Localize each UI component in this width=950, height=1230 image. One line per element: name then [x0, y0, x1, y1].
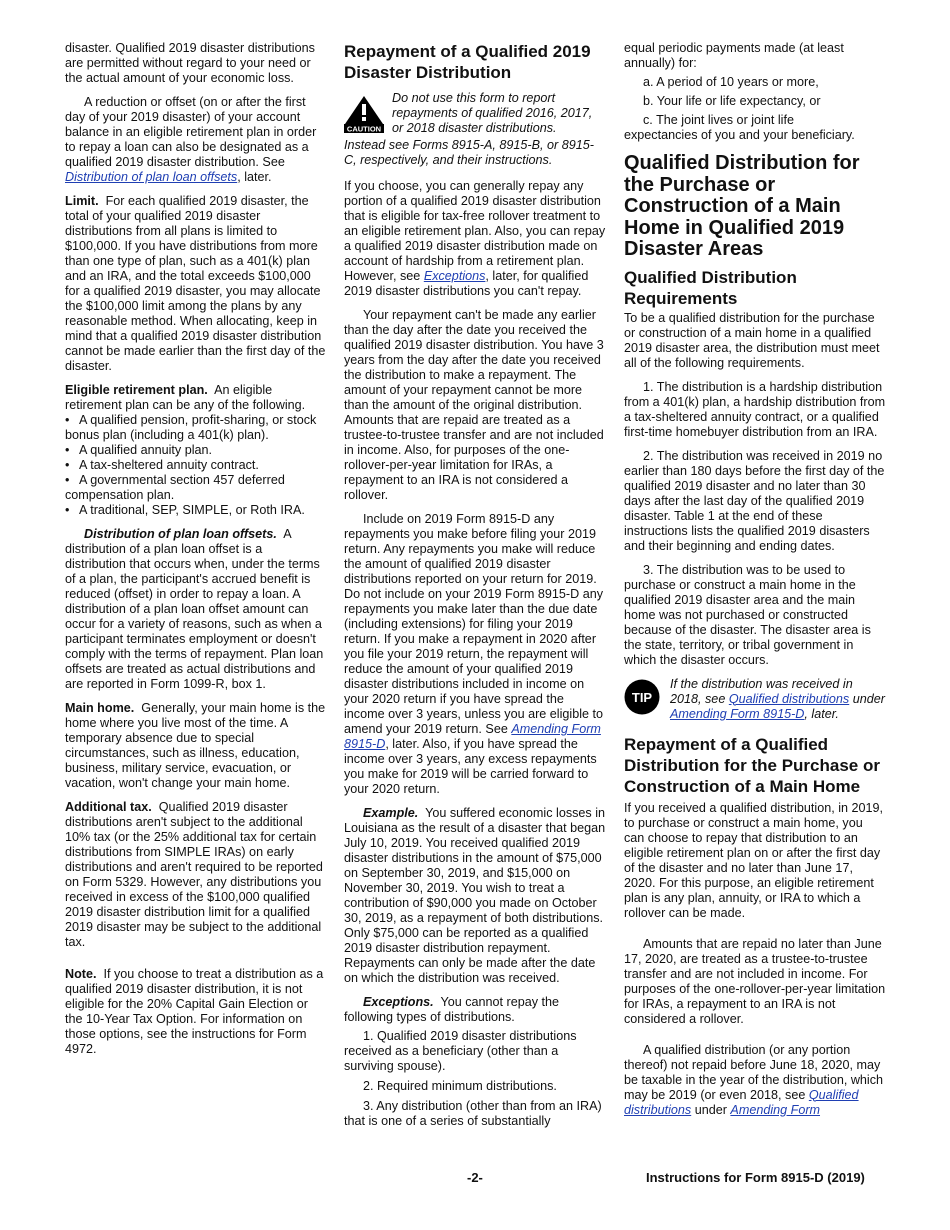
- footer-title: Instructions for Form 8915-D (2019): [646, 1170, 865, 1185]
- run-in-heading: Exceptions.: [363, 995, 434, 1009]
- link-distribution-of-plan-loan-offsets[interactable]: Distribution of plan loan offsets: [65, 170, 238, 184]
- text: Qualified 2019 disaster distributions aren't subject to the additional 10% tax (or the 25% additional tax for certain distributions from SIMPLE IRAs) on early distributions and aren't required to be reported on Form 5329. However, any distributions you received in excess of the $100,000 qualified 2019 disaster distribution limit for a qualified 2019 disaster may be subject to the additional tax.: [65, 800, 323, 949]
- paragraph: [344, 512, 606, 797]
- paragraph: To be a qualified distribution for the purchase or construction of a main home in a qualified 2019 disaster area, the distribution must meet all of the following requirements.: [624, 310, 880, 370]
- link-qualified-distributions[interactable]: Qualified distributions: [624, 1087, 859, 1117]
- paragraph: [65, 95, 326, 185]
- paragraph: If you received a qualified distribution, in 2019, to purchase or construct a main home, you can choose to repay that distribution to an eligible retirement plan on or after the first day of the disaster and no later than June 17, 2020. For this purpose, an eligible retirement plan is any plan, annuity, or IRA to which a rollover can be made.: [624, 800, 884, 920]
- text: An eligible retirement plan can be any of the following.: [65, 383, 306, 412]
- text: If you choose, you can generally repay any portion of a qualified 2019 disaster distribution that is eligible for tax-free rollover treatment to an eligible retirement plan. Also, you can repay a qualified 2019 disaster distribution made on account of hardship from a retirement plan. However, see: [344, 179, 606, 283]
- caution-box: [344, 91, 606, 137]
- paragraph: Amounts that are repaid no later than June 17, 2020, are treated as a trustee-to-trustee transfer and are not included in income. For purposes of the one-rollover-per-year limitation for IRAs, a repayment to an IRA is not considered a rollover.: [624, 936, 886, 1026]
- list-item: 3. The distribution was to be used to purchase or construct a main home in the qualified 2019 disaster area and the main home was not purchased or constructed because of the disaster. The disaster area is the state, territory, or tribal government in which the disaster occurs.: [624, 562, 871, 667]
- section-heading: Repayment of a Qualified Distribution for the Purchase or Construction of a Main Home: [624, 734, 880, 796]
- tip-box: [624, 677, 886, 722]
- paragraph-limit: [65, 194, 326, 374]
- link-amending-form-8915-d[interactable]: Amending Form 8915-D: [670, 706, 805, 721]
- run-in-heading: Example.: [363, 806, 419, 820]
- run-in-heading: Main home.: [65, 701, 135, 715]
- text: You cannot repay the following types of distributions.: [344, 995, 560, 1024]
- list-item: • A qualified pension, profit-sharing, or stock bonus plan (including a 401(k) plan).: [65, 413, 317, 442]
- section-heading: Repayment of a Qualified 2019 Disaster Distribution: [344, 42, 591, 82]
- text: You suffered economic losses in Louisiana as the result of a disaster that began July 10, 2019. You received qualified 2019 disaster distributions in the amount of $75,000 on September 30, 2019, and $15,000 on November 30, 2019. You wish to treat a contribution of $90,000 you made on October 30, 2019, as a repayment of both distributions. Only $75,000 can be reported as a qualified 2019 disaster distribution repayment. Repayments can only be made after the date on which the distribution was received.: [344, 806, 606, 985]
- list-item: 1. Qualified 2019 disaster distributions received as a beneficiary (other than a surviving spouse).: [344, 1029, 577, 1073]
- link-qualified-distributions[interactable]: Qualified distributions: [728, 691, 850, 706]
- text: A distribution of a plan loan offset is a distribution that occurs when, under the terms of a plan, the participant's accrued benefit is reduced (offset) in order to repay a loan. A distribution of a plan loan offset amount can occur for a variety of reasons, such as when a participant terminates employment or doesn't comply with the terms of repayment. Plan loan offsets are treated as actual distributions and are reported in Form 1099-R, box 1.: [65, 527, 324, 691]
- column-1: [65, 41, 326, 1066]
- list-item: 2. Required minimum distributions.: [363, 1079, 557, 1093]
- bullet-list: [65, 413, 326, 518]
- list-item: 1. The distribution is a hardship distribution from a 401(k) plan, a hardship distribution from a tax-sheltered annuity contract, or a qualified first-time homebuyer distribution from an IRA.: [624, 379, 886, 439]
- text: , later. Also, if you have spread the income over 3 years, any excess repayments you make for 2019 will be carried forward to your 2020 return.: [344, 737, 597, 796]
- link-exceptions[interactable]: Exceptions: [423, 269, 486, 283]
- caution-icon: [344, 95, 384, 137]
- section-heading: Qualified Distribution for the Purchase or Construction of a Main Home in Qualified 2019 Disaster Areas: [624, 152, 860, 260]
- tip-text: If the distribution was received in 2018, see Qualified distributions under Amending Form 8915-D, later.: [670, 676, 885, 721]
- text: under: [691, 1102, 731, 1117]
- paragraph: Your repayment can't be made any earlier than the day after the date you received the qualified 2019 disaster distribution. You have 3 years from the day after the date you received the distribution to make a repayment. The amount of your repayment cannot be more than the amount of the original distribution. Amounts that are repaid are treated as a trustee-to-trustee transfer and are not included in income. Also, for purposes of the one-rollover-per-year limitation for IRAs, a repayment to an IRA is not considered a rollover.: [344, 308, 604, 502]
- caution-text: Do not use this form to report repayments of qualified 2016, 2017, or 2018 disaster distributions.: [392, 91, 593, 135]
- subsection-heading: Qualified Distribution Requirements: [624, 267, 797, 308]
- paragraph-exceptions: [344, 995, 606, 1025]
- column-3: [624, 41, 886, 1127]
- list-item: • A qualified annuity plan.: [65, 443, 213, 457]
- run-in-heading: Additional tax.: [65, 800, 152, 814]
- paragraph-additional-tax: [65, 800, 326, 950]
- paragraph: equal periodic payments made (at least annually) for:: [624, 41, 844, 70]
- list-item: 2. The distribution was received in 2019 no earlier than 180 days before the first day of the qualified 2019 disaster and no later than 30 days after the last day of the qualified 2019 disaster. Table 1 at the end of these instructions lists the qualified 2019 disasters and their beginning and ending dates.: [624, 448, 885, 553]
- text: A qualified distribution (or any portion thereof) not repaid before June 18, 2020, may be taxable in the year of the distribution, which may be 2019 (or even 2018, see: [624, 1042, 884, 1102]
- list-item: • A governmental section 457 deferred compensation plan.: [65, 473, 285, 502]
- text: A reduction or offset (on or after the first day of your 2019 disaster) of your account balance in an eligible retirement plan in order to repay a loan can also be designated as a qualified 2019 disaster distribution. See: [65, 95, 317, 169]
- paragraph-example: [344, 806, 606, 986]
- page-number: -2-: [467, 1170, 483, 1185]
- list-item: • A traditional, SEP, SIMPLE, or Roth IRA.: [65, 503, 305, 517]
- text: If you choose to treat a distribution as a qualified 2019 disaster distribution, it is not eligible for the 20% Capital Gain Election or the 10-Year Tax Option. For information on those options, see the instructions for Form 4972.: [65, 967, 324, 1056]
- tip-icon: [624, 679, 660, 719]
- paragraph: [624, 1043, 886, 1118]
- paragraph-eligible-retirement-plan: [65, 383, 326, 413]
- paragraph: disaster. Qualified 2019 disaster distributions are permitted without regard to your need or the actual amount of your economic loss.: [65, 41, 315, 85]
- paragraph: expectancies of you and your beneficiary.: [624, 128, 855, 142]
- text: , later.: [237, 170, 272, 184]
- caution-text-continued: Instead see Forms 8915-A, 8915-B, or 8915-C, respectively, and their instructions.: [344, 138, 594, 167]
- text: Generally, your main home is the home where you live most of the time. A temporary absence due to special circumstances, such as illness, education, business, military service, evacuation, or vacation, won't change your main home.: [65, 701, 326, 790]
- run-in-heading: Note.: [65, 967, 97, 981]
- paragraph-main-home: [65, 701, 326, 791]
- text: For each qualified 2019 disaster, the total of your qualified 2019 disaster distributions from all plans is limited to $100,000. If you have distributions from more than one type of plan, such as a 401(k) plan and an IRA, and the total exceeds $100,000 for a qualified 2019 disaster, you may allocate the $100,000 limit among the plans by any reasonable method. When allocating, keep in mind that a qualified 2019 disaster distribution cannot be made earlier than the first day of the disaster.: [65, 194, 326, 373]
- list-item: 3. Any distribution (other than from an IRA) that is one of a series of substantially: [344, 1099, 602, 1128]
- text: , later, for qualified 2019 disaster distributions you can't repay.: [344, 269, 589, 298]
- caution-label: CAUTION: [346, 124, 382, 133]
- list-item: • A tax-sheltered annuity contract.: [65, 458, 259, 472]
- link-amending-form-8915-d[interactable]: Amending Form 8915-D: [344, 722, 601, 751]
- list-item: b. Your life or life expectancy, or: [643, 94, 821, 108]
- column-2: [344, 41, 606, 1134]
- tip-label: TIP: [631, 689, 653, 705]
- paragraph-note: [65, 967, 326, 1057]
- text: Include on 2019 Form 8915-D any repayments you make before filing your 2019 return. Any repayments you make will reduce the amount of qualified 2019 disaster distributions reported on your return for 2019. Do not include on your 2019 Form 8915-D any repayments you make later than the due date (including extensions) for filing your 2019 return. If you make a repayment in 2020 after you file your 2019 return, the repayment will reduce the amount of your qualified 2019 disaster distributions included in income on your 2020 return if you have spread the income over 3 years, unless you are eligible to amend your 2019 return. See: [344, 512, 604, 736]
- run-in-heading: Limit.: [65, 194, 99, 208]
- paragraph: [344, 179, 606, 299]
- paragraph-plan-loan-offsets: [65, 527, 326, 692]
- link-amending-form[interactable]: Amending Form: [730, 1102, 821, 1117]
- run-in-heading: Distribution of plan loan offsets.: [84, 527, 277, 541]
- list-item: c. The joint lives or joint life: [643, 113, 794, 127]
- list-item: a. A period of 10 years or more,: [643, 75, 819, 89]
- run-in-heading: Eligible retirement plan.: [65, 383, 208, 397]
